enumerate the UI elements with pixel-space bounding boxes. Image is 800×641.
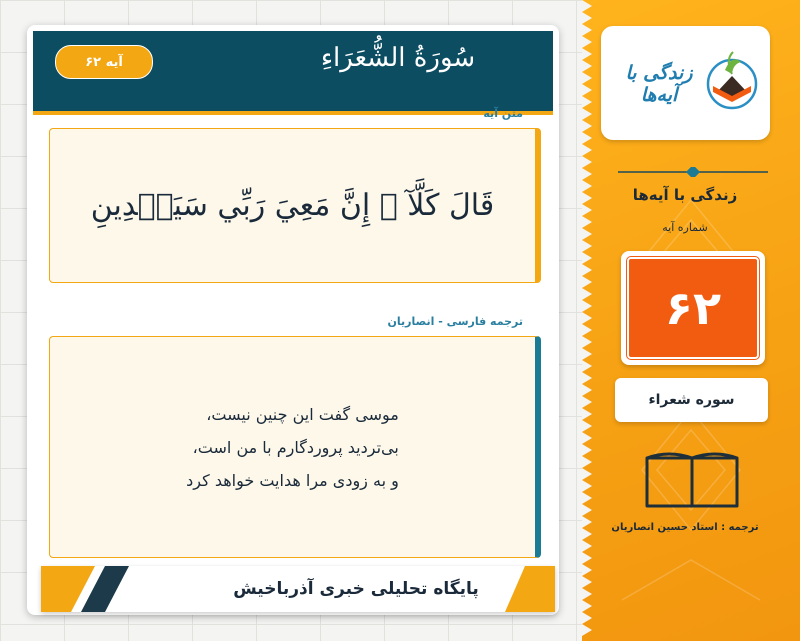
- footer-text: پایگاه تحلیلی خبری آذرباخیش: [233, 579, 479, 599]
- verse-box: [49, 128, 541, 283]
- translation-line: بی‌تردید پروردگارم با من است،: [192, 437, 399, 457]
- logo-card: [601, 26, 770, 140]
- translation-text: [186, 398, 399, 497]
- header-bar: [33, 31, 553, 111]
- zigzag-edge: [582, 0, 596, 641]
- ayah-number-label: شماره آیه: [662, 221, 708, 234]
- verse-label: متن آیه: [483, 107, 523, 120]
- verse-text: قَالَ كَلَّآ ۖ إِنَّ مَعِيَ رَبِّي سَيَهۡدِينِ: [90, 188, 495, 223]
- ayah-number-card: [621, 251, 765, 365]
- brand-title: زندگی با آیه‌ها: [632, 186, 738, 204]
- surah-name: سُورَةُ الشُّعَرَاءِ: [320, 43, 476, 73]
- footer-banner: [41, 566, 555, 612]
- translation-box: [49, 336, 541, 558]
- surah-label: سوره شعراء: [615, 378, 768, 422]
- translation-label: ترجمه فارسی - انصاریان: [387, 315, 523, 328]
- ayah-number: ۶۲: [627, 257, 759, 359]
- translation-line: و به زودی مرا هدایت خواهد کرد: [186, 470, 399, 490]
- translation-line: موسی گفت این چنین نیست،: [206, 404, 399, 424]
- translator-credit: ترجمه : استاد حسین انصاریان: [611, 522, 759, 533]
- open-book-icon: [643, 450, 741, 510]
- logo-icon: [703, 46, 761, 116]
- divider-ornament: [618, 167, 768, 177]
- ayah-badge: آیه ۶۲: [55, 45, 153, 79]
- logo-text: زندگی با آیه‌ها: [625, 62, 693, 106]
- main-card: [27, 25, 559, 615]
